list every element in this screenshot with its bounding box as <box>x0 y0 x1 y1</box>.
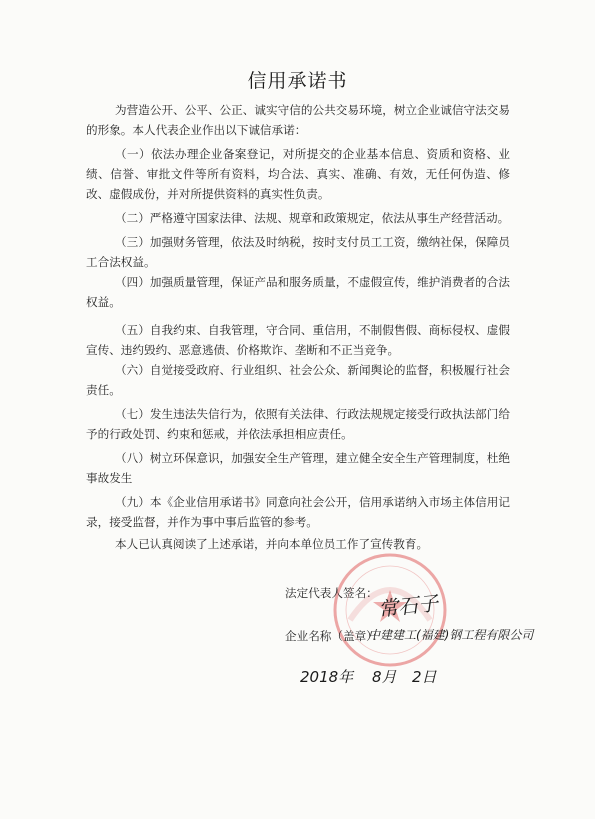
company-name-label: 企业名称（盖章）： <box>285 629 384 643</box>
representative-label: 法定代表人签名： <box>285 586 378 600</box>
intro-paragraph: 为营造公开、公平、公正、诚实守信的公共交易环境，树立企业诚信守法交易的形象。本人代表企业作出以下诚信承诺： <box>86 103 510 137</box>
clause-2: （二）严格遵守国家法律、法规、规章和政策规定，依法从事生产经营活动。 <box>115 211 510 225</box>
clause-4: （四）加强质量管理，保证产品和服务质量，不虚假宣传，维护消费者的合法权益。 <box>86 275 510 309</box>
document-title: 信用承诺书 <box>247 70 348 92</box>
clause-9: （九）本《企业信用承诺书》同意向社会公开，信用承诺纳入市场主体信用记录，接受监督，并作为事中事后监管的参考。 <box>86 495 510 529</box>
date-month: 8月 <box>372 668 397 686</box>
representative-signature: 常石子 <box>377 590 440 622</box>
closing-statement: 本人已认真阅读了上述承诺，并向本单位员工作了宣传教育。 <box>115 537 429 551</box>
clause-7: （七）发生违法失信行为，依照有关法律、行政法规规定接受行政执法部门给予的行政处罚、约束和惩戒，并依法承担相应责任。 <box>86 407 510 441</box>
clause-5: （五）自我约束、自我管理，守合同、重信用，不制假售假、商标侵权、虚假宣传、违约毁约、恶意逃债、价格欺诈、垄断和不正当竞争。 <box>86 323 510 357</box>
clause-3: （三）加强财务管理，依法及时纳税，按时支付员工工资，缴纳社保，保障员工合法权益。 <box>86 235 510 269</box>
clause-6: （六）自觉接受政府、行业组织、社会公众、新闻舆论的监督，积极履行社会责任。 <box>86 363 510 397</box>
date-day: 2日 <box>412 668 437 686</box>
clause-8: （八）树立环保意识，加强安全生产管理，建立健全安全生产管理制度，杜绝事故发生 <box>86 451 510 485</box>
clause-1: （一）依法办理企业备案登记，对所提交的企业基本信息、资质和资格、业绩、信誉、审批文件等所有资料，均合法、真实、准确、有效，无任何伪造、修改、虚假成份，并对所提供资料的真实性负责。 <box>86 147 510 201</box>
company-name-handwriting: 中建建工(福建)钢工程有限公司 <box>368 628 534 642</box>
date-year: 2018年 <box>300 668 354 686</box>
